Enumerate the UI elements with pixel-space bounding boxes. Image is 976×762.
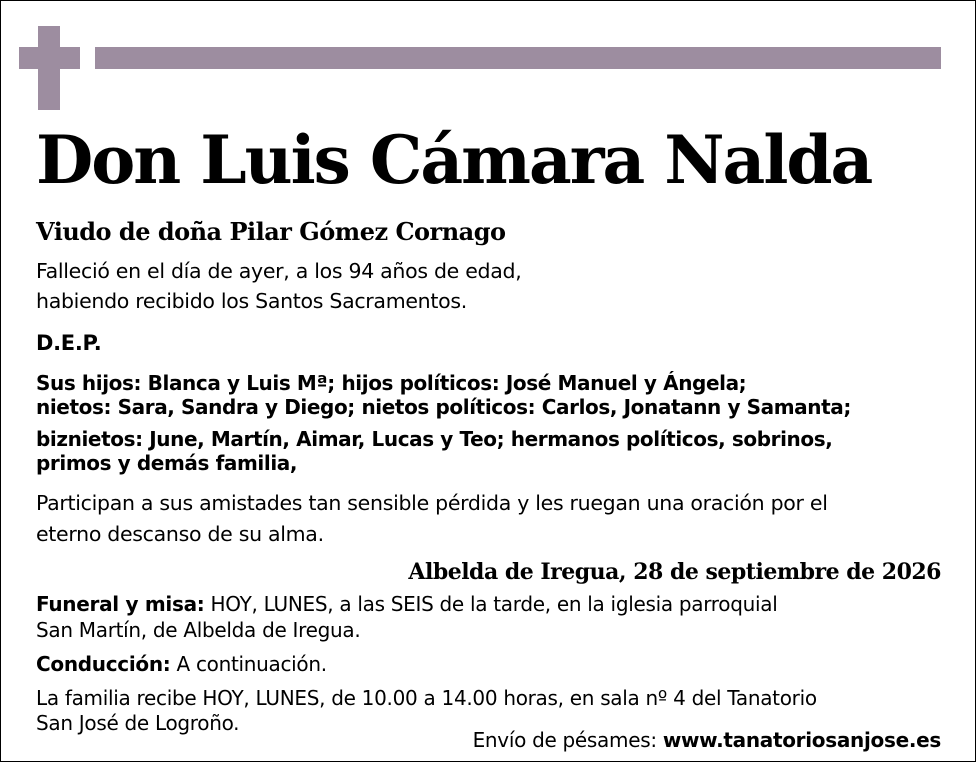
deceased-name: Don Luis Cámara Nalda — [36, 121, 872, 199]
dep-label: D.E.P. — [36, 331, 102, 355]
family-line-3: biznietos: June, Martín, Aimar, Lucas y Teo; hermanos políticos, sobrinos, — [36, 427, 833, 451]
place-and-date: Albelda de Iregua, 28 de septiembre de 2026 — [408, 559, 941, 585]
reception-line-1: La familia recibe HOY, LUNES, de 10.00 a 14.00 horas, en sala nº 4 del Tanatorio — [36, 686, 817, 710]
funeral-line-2: San Martín, de Albelda de Iregua. — [36, 618, 361, 642]
funeral-line-1 — [36, 592, 777, 617]
intro-line-1: Falleció en el día de ayer, a los 94 años de edad, — [36, 259, 522, 283]
announcement-line-1: Participan a sus amistades tan sensible pérdida y les ruegan una oración por el — [36, 491, 828, 515]
condolences-line — [473, 726, 941, 754]
conduction-label: Conducción: — [36, 652, 171, 676]
intro-line-2: habiendo recibido los Santos Sacramentos. — [36, 289, 467, 313]
funeral-details: HOY, LUNES, a las SEIS de la tarde, en la iglesia parroquial — [204, 592, 778, 616]
condolences-website-link[interactable]: www.tanatoriosanjose.es — [662, 728, 941, 752]
funeral-label: Funeral y misa: — [36, 592, 205, 616]
header-bar — [95, 47, 941, 69]
widower-line: Viudo de doña Pilar Gómez Cornago — [36, 217, 506, 246]
family-line-2: nietos: Sara, Sandra y Diego; nietos políticos: Carlos, Jonatann y Samanta; — [36, 395, 851, 419]
conduction-line — [36, 652, 327, 677]
announcement-line-2: eterno descanso de su alma. — [36, 522, 324, 546]
family-line-4: primos y demás familia, — [36, 451, 298, 475]
conduction-details: A continuación. — [170, 652, 327, 676]
cross-horizontal-beam — [19, 47, 80, 69]
reception-line-2: San José de Logroño. — [36, 711, 240, 735]
family-line-1: Sus hijos: Blanca y Luis Mª; hijos políticos: José Manuel y Ángela; — [36, 371, 747, 395]
condolences-label: Envío de pésames: — [472, 728, 663, 752]
